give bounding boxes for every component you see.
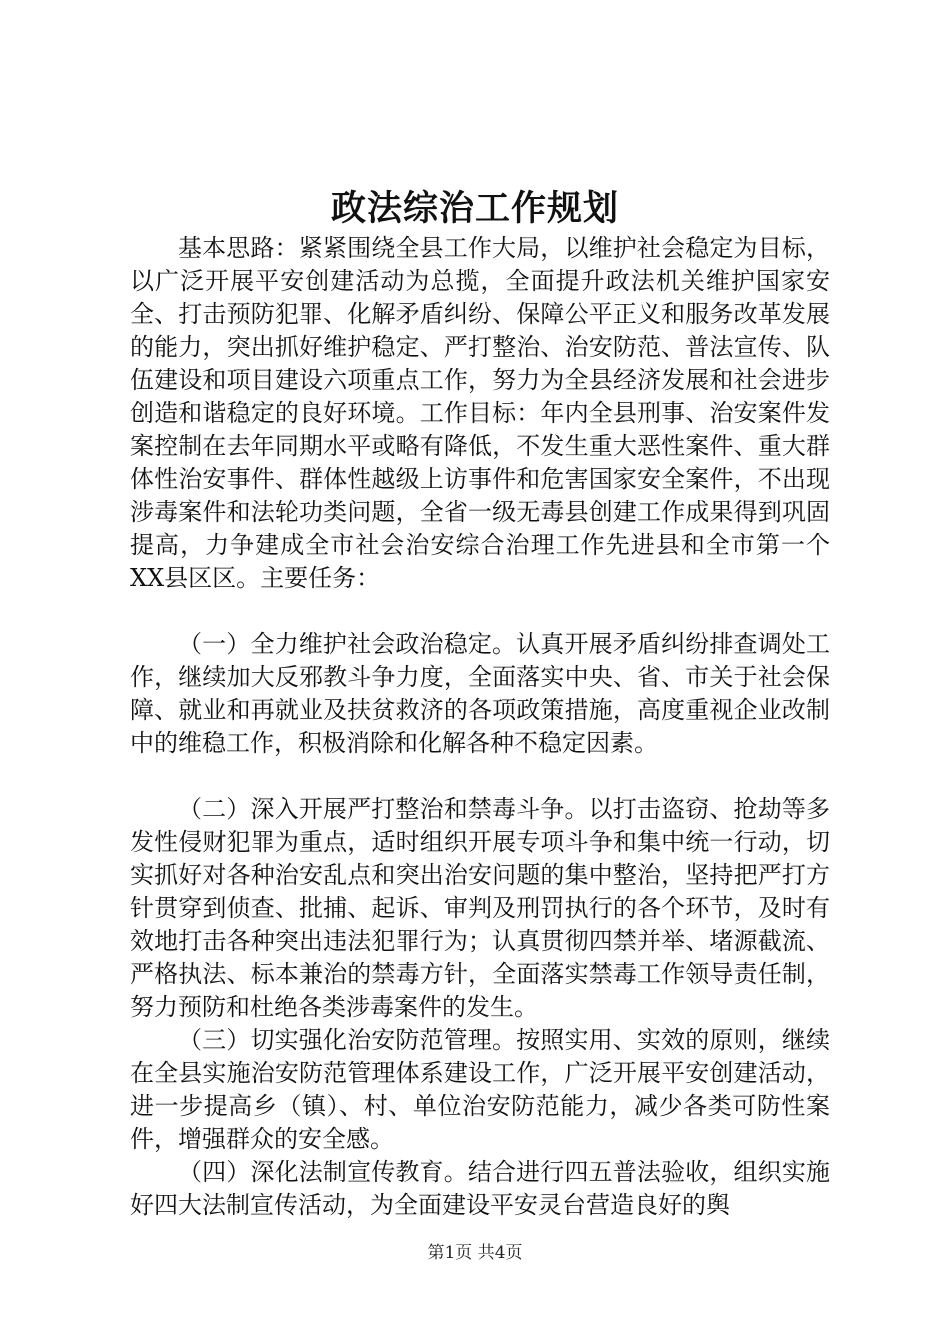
document-body: [130, 232, 830, 1222]
paragraph-task-1: （一）全力维护社会政治稳定。认真开展矛盾纠纷排查调处工作，继续加大反邪教斗争力度，全面落实中央、省、市关于社会保障、就业和再就业及扶贫救济的各项政策措施，高度重视企业改制中的维稳工作，积极消除和化解各种不稳定因素。: [130, 630, 830, 757]
paragraph-overview: 基本思路：紧紧围绕全县工作大局，以维护社会稳定为目标，以广泛开展平安创建活动为总揽，全面提升政法机关维护国家安全、打击预防犯罪、化解矛盾纠纷、保障公平正义和服务改革发展的能力，突出抓好维护稳定、严打整治、治安防范、普法宣传、队伍建设和项目建设六项重点工作，努力为全县经济发展和社会进步创造和谐稳定的良好环境。工作目标：年内全县刑事、治安案件发案控制在去年同期水平或略有降低，不发生重大恶性案件、重大群体性治安事件、群体性越级上访事件和危害国家安全案件，不出现涉毒案件和法轮功类问题，全省一级无毒县创建工作成果得到巩固提高，力争建成全市社会治安综合治理工作先进县和全市第一个XX县区区。主要任务：: [130, 234, 830, 592]
paragraph-task-3: （三）切实强化治安防范管理。按照实用、实效的原则，继续在全县实施治安防范管理体系建设工作，广泛开展平安创建活动，进一步提高乡（镇）、村、单位治安防范能力，减少各类可防性案件，增强群众的安全感。: [130, 1026, 830, 1153]
page-footer: 第1页 共4页: [427, 1243, 523, 1263]
paragraph-task-4: （四）深化法制宣传教育。结合进行四五普法验收，组织实施好四大法制宣传活动，为全面建设平安灵台营造良好的舆: [130, 1158, 830, 1219]
paragraph-spacer: [130, 760, 830, 793]
paragraph-task-2: （二）深入开展严打整治和禁毒斗争。以打击盗窃、抢劫等多发性侵财犯罪为重点，适时组织开展专项斗争和集中统一行动，切实抓好对各种治安乱点和突出治安问题的集中整治，坚持把严打方针贯穿到侦查、批捕、起诉、审判及刑罚执行的各个环节，及时有效地打击各种突出违法犯罪行为；认真贯彻四禁并举、堵源截流、严格执法、标本兼治的禁毒方针，全面落实禁毒工作领导责任制，努力预防和杜绝各类涉毒案件的发生。: [130, 795, 830, 1021]
paragraph-spacer: [130, 595, 830, 628]
document-title: 政法综治工作规划: [330, 188, 619, 229]
